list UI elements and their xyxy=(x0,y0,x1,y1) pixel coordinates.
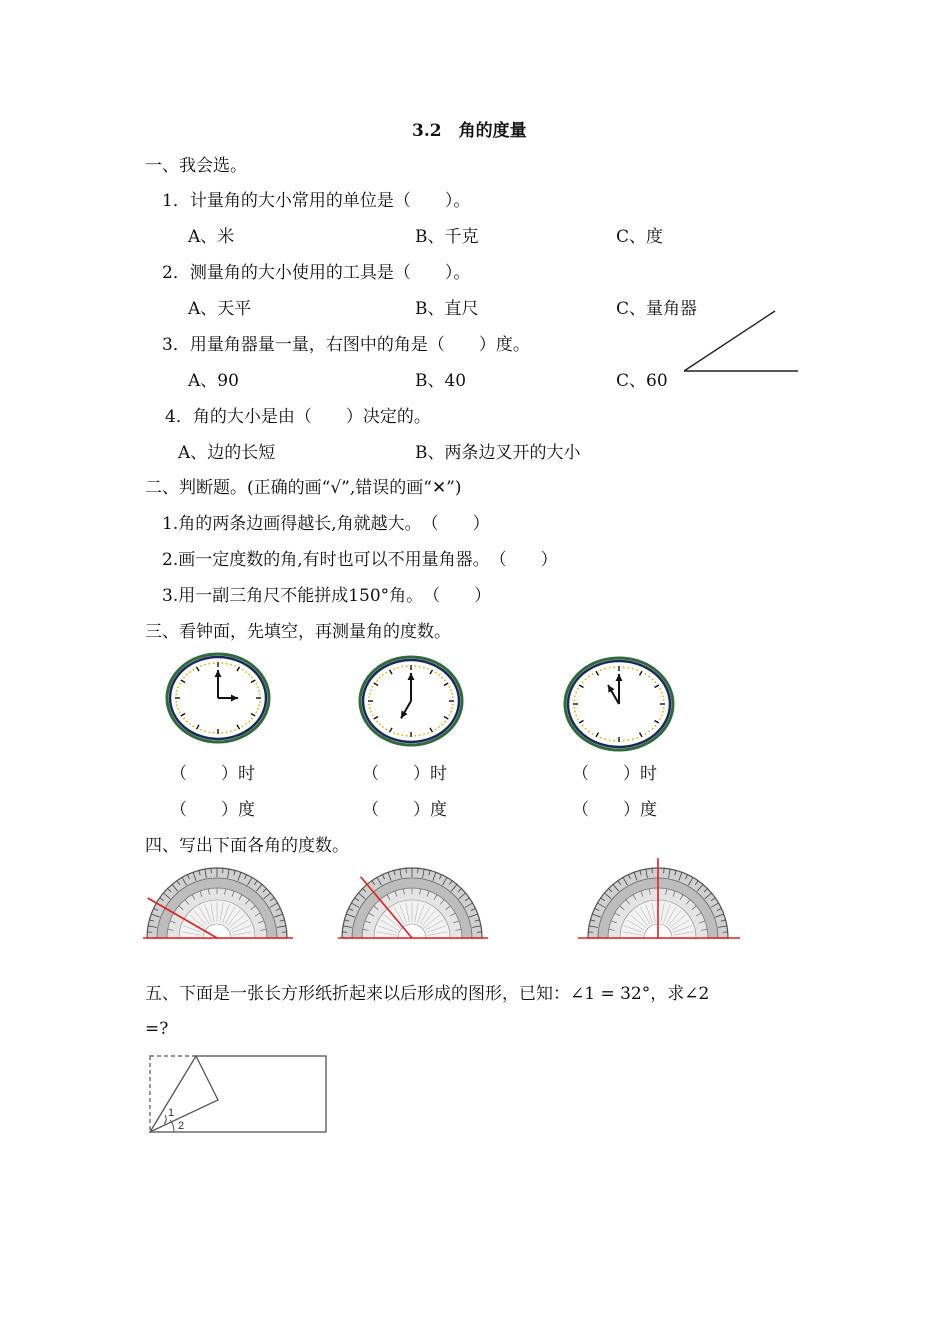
minute-dot xyxy=(632,738,634,740)
clock-face-7-oclock xyxy=(358,655,464,747)
clock-3-degree-blank: （ ）度 xyxy=(572,800,657,820)
minute-dot xyxy=(441,677,443,679)
minute-dot xyxy=(419,734,421,736)
minute-dot xyxy=(435,672,437,674)
minute-dot xyxy=(438,726,440,728)
minute-dot xyxy=(251,718,253,720)
minute-dot xyxy=(609,667,611,669)
minute-dot xyxy=(452,696,454,698)
minute-dot xyxy=(573,707,575,709)
minute-dot xyxy=(661,692,663,694)
minute-dot xyxy=(230,664,232,666)
minute-dot xyxy=(183,718,185,720)
minute-dot xyxy=(369,707,371,709)
q1-2-text: 2．测量角的大小使用的工具是（ ）。 xyxy=(162,263,471,283)
protractor-1 xyxy=(143,866,293,944)
minute-dot xyxy=(661,715,663,717)
minute-dot xyxy=(204,664,206,666)
minute-dot xyxy=(258,690,260,692)
minute-dot xyxy=(592,733,594,735)
minute-dot xyxy=(604,668,606,670)
minute-dot xyxy=(401,734,403,736)
q1-4-text: 4．角的大小是由（ ）决定的。 xyxy=(165,407,431,427)
minute-dot xyxy=(177,686,179,688)
minute-dot xyxy=(604,738,606,740)
minute-dot xyxy=(451,707,453,709)
clock-face-11-oclock xyxy=(563,656,675,752)
section-5-heading: 五、下面是一张长方形纸折起来以后形成的图形，已知：∠1 = 32°，求∠2 xyxy=(145,984,710,1004)
minute-dot xyxy=(401,666,403,668)
minute-dot xyxy=(200,665,202,667)
minute-dot xyxy=(370,711,372,713)
minute-dot xyxy=(592,673,594,675)
q1-1-text: 1．计量角的大小常用的单位是（ ）。 xyxy=(162,191,471,211)
minute-dot xyxy=(645,733,647,735)
minute-dot xyxy=(636,669,638,671)
minute-dot xyxy=(176,704,178,706)
minute-dot xyxy=(423,667,425,669)
folded-paper-figure xyxy=(146,1052,328,1136)
q1-1-option-a: A、米 xyxy=(188,227,235,247)
minute-dot xyxy=(588,676,590,678)
minute-dot xyxy=(406,735,408,737)
minute-dot xyxy=(177,708,179,710)
section-2-heading: 二、判断题。(正确的画“√”,错误的画“✕”) xyxy=(145,478,462,498)
minute-dot xyxy=(370,689,372,691)
section-4-heading: 四、写出下面各角的度数。 xyxy=(145,836,349,856)
minute-dot xyxy=(575,715,577,717)
minute-dot xyxy=(200,729,202,731)
section-3-heading: 三、看钟面，先填空，再测量角的度数。 xyxy=(145,622,451,642)
minute-dot xyxy=(368,696,370,698)
minute-dot xyxy=(659,718,661,720)
q1-3-option-b: B、40 xyxy=(415,371,467,391)
minute-dot xyxy=(419,666,421,668)
section-5-heading-cont: =? xyxy=(145,1019,169,1039)
minute-dot xyxy=(208,663,210,665)
minute-dot xyxy=(234,729,236,731)
minute-dot xyxy=(251,677,253,679)
minute-dot xyxy=(623,740,625,742)
minute-dot xyxy=(226,663,228,665)
minute-dot xyxy=(582,681,584,683)
minute-dot xyxy=(242,669,244,671)
minute-dot xyxy=(176,690,178,692)
minute-dot xyxy=(372,686,374,688)
minute-dot xyxy=(369,693,371,695)
minute-dot xyxy=(175,693,177,695)
angle-figure xyxy=(680,305,810,375)
minute-dot xyxy=(655,681,657,683)
minute-dot xyxy=(577,688,579,690)
clock-face-3-oclock xyxy=(165,652,271,744)
minute-dot xyxy=(438,674,440,676)
clock-2-hour-blank: （ ）时 xyxy=(362,764,447,784)
minute-dot xyxy=(208,731,210,733)
q1-4-option-b: B、两条边叉开的大小 xyxy=(415,443,581,463)
minute-dot xyxy=(186,721,188,723)
minute-dot xyxy=(414,735,416,737)
page-title: 3.2 角的度量 xyxy=(412,121,527,141)
minute-dot xyxy=(452,704,454,706)
minute-dot xyxy=(623,666,625,668)
minute-dot xyxy=(213,732,215,734)
minute-dot xyxy=(573,699,575,701)
minute-dot xyxy=(397,733,399,735)
q1-2-option-c: C、量角器 xyxy=(616,299,698,319)
minute-dot xyxy=(248,721,250,723)
minute-dot xyxy=(414,665,416,667)
q1-1-option-b: B、千克 xyxy=(415,227,479,247)
minute-dot xyxy=(257,708,259,710)
minute-dot xyxy=(379,724,381,726)
minute-dot xyxy=(213,662,215,664)
minute-dot xyxy=(245,723,247,725)
q1-2-option-a: A、天平 xyxy=(188,299,252,319)
minute-dot xyxy=(226,731,228,733)
clock-1-hour-blank: （ ）时 xyxy=(170,764,255,784)
clock-1-degree-blank: （ ）度 xyxy=(170,800,255,820)
minute-dot xyxy=(397,667,399,669)
minute-dot xyxy=(444,721,446,723)
minute-dot xyxy=(245,671,247,673)
q1-1-option-c: C、度 xyxy=(616,227,664,247)
minute-dot xyxy=(192,725,194,727)
minute-dot xyxy=(385,728,387,730)
minute-dot xyxy=(234,665,236,667)
q2-2-text: 2.画一定度数的角,有时也可以不用量角器。 （ ） xyxy=(162,550,558,570)
minute-dot xyxy=(627,739,629,741)
minute-dot xyxy=(441,724,443,726)
minute-dot xyxy=(663,699,665,701)
minute-dot xyxy=(189,671,191,673)
minute-dot xyxy=(451,693,453,695)
minute-dot xyxy=(582,725,584,727)
minute-dot xyxy=(382,726,384,728)
minute-dot xyxy=(450,711,452,713)
minute-dot xyxy=(382,674,384,676)
minute-dot xyxy=(609,739,611,741)
minute-dot xyxy=(189,723,191,725)
q2-1-text: 1.角的两条边画得越长,角就越大。 （ ） xyxy=(162,514,490,534)
minute-dot xyxy=(632,668,634,670)
minute-dot xyxy=(448,714,450,716)
minute-dot xyxy=(368,704,370,706)
minute-dot xyxy=(376,680,378,682)
minute-dot xyxy=(636,737,638,739)
minute-dot xyxy=(655,725,657,727)
minute-dot xyxy=(588,731,590,733)
minute-dot xyxy=(575,692,577,694)
q1-3-option-a: A、90 xyxy=(188,371,239,391)
minute-dot xyxy=(393,732,395,734)
angle-1-label: 1 xyxy=(168,1107,175,1119)
minute-dot xyxy=(574,711,576,713)
section-1-heading: 一、我会选。 xyxy=(145,156,247,176)
minute-dot xyxy=(427,668,429,670)
minute-dot xyxy=(574,695,576,697)
minute-dot xyxy=(585,728,587,730)
minute-dot xyxy=(192,669,194,671)
q2-3-text: 3.用一副三角尺不能拼成150°角。 （ ） xyxy=(162,586,492,606)
minute-dot xyxy=(255,711,257,713)
minute-dot xyxy=(600,737,602,739)
q1-3-text: 3．用量角器量一量，右图中的角是（ ）度。 xyxy=(162,335,530,355)
minute-dot xyxy=(242,725,244,727)
minute-dot xyxy=(627,667,629,669)
minute-dot xyxy=(435,728,437,730)
minute-dot xyxy=(423,733,425,735)
minute-dot xyxy=(600,669,602,671)
clock-2-degree-blank: （ ）度 xyxy=(362,800,447,820)
minute-dot xyxy=(662,711,664,713)
minute-dot xyxy=(393,668,395,670)
minute-dot xyxy=(372,714,374,716)
minute-dot xyxy=(259,701,261,703)
q1-3-option-c: C、60 xyxy=(616,371,668,391)
minute-dot xyxy=(585,678,587,680)
angle-2-label: 2 xyxy=(178,1120,185,1132)
minute-dot xyxy=(376,721,378,723)
minute-dot xyxy=(645,673,647,675)
minute-dot xyxy=(613,666,615,668)
minute-dot xyxy=(406,665,408,667)
minute-dot xyxy=(221,662,223,664)
minute-dot xyxy=(179,683,181,685)
minute-dot xyxy=(230,730,232,732)
minute-dot xyxy=(652,678,654,680)
minute-dot xyxy=(648,676,650,678)
minute-dot xyxy=(186,674,188,676)
minute-dot xyxy=(577,718,579,720)
minute-dot xyxy=(248,674,250,676)
protractor-2 xyxy=(338,866,488,944)
minute-dot xyxy=(204,730,206,732)
minute-dot xyxy=(663,707,665,709)
minute-dot xyxy=(379,677,381,679)
minute-dot xyxy=(385,672,387,674)
minute-dot xyxy=(175,701,177,703)
minute-dot xyxy=(648,731,650,733)
minute-dot xyxy=(450,689,452,691)
minute-dot xyxy=(183,677,185,679)
minute-dot xyxy=(444,680,446,682)
minute-dot xyxy=(257,686,259,688)
minute-dot xyxy=(652,728,654,730)
q1-2-option-b: B、直尺 xyxy=(415,299,479,319)
q1-4-option-a: A、边的长短 xyxy=(178,443,276,463)
minute-dot xyxy=(662,695,664,697)
minute-dot xyxy=(179,711,181,713)
clock-3-hour-blank: （ ）时 xyxy=(572,764,657,784)
minute-dot xyxy=(659,688,661,690)
minute-dot xyxy=(258,704,260,706)
minute-dot xyxy=(259,693,261,695)
minute-dot xyxy=(427,732,429,734)
minute-dot xyxy=(255,683,257,685)
protractor-3 xyxy=(578,866,740,944)
minute-dot xyxy=(613,740,615,742)
minute-dot xyxy=(221,732,223,734)
minute-dot xyxy=(448,686,450,688)
